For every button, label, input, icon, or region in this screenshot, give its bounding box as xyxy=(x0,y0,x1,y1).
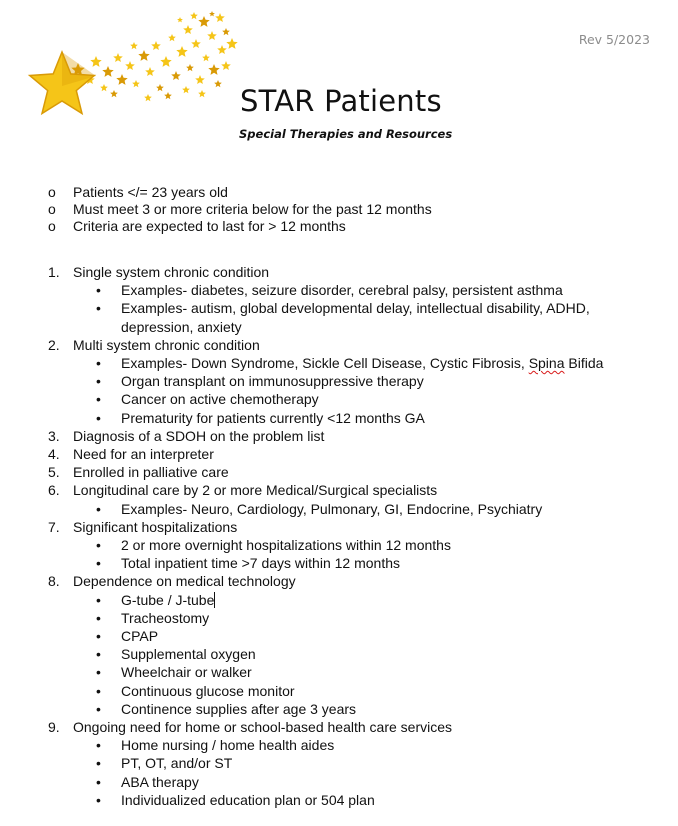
criterion-number: 1. xyxy=(48,264,60,280)
small-star-icon xyxy=(195,75,205,84)
sub-item-text xyxy=(121,754,626,772)
bullet-icon: • xyxy=(96,300,101,317)
small-star-icon xyxy=(164,92,172,99)
small-star-icon xyxy=(176,46,187,57)
small-star-icon xyxy=(171,71,181,80)
sub-item xyxy=(48,500,626,518)
intro-item-text: Patients </= 23 years old xyxy=(73,184,228,200)
sub-item xyxy=(48,591,626,609)
sub-item xyxy=(48,791,626,809)
sub-item-text-part: Continence supplies after age 3 years xyxy=(121,700,357,717)
criterion-text: Single system chronic condition xyxy=(73,264,270,280)
page-title: STAR Patients xyxy=(240,84,442,118)
sub-item-text xyxy=(121,773,626,791)
criterion-item xyxy=(48,463,626,481)
sub-item xyxy=(48,390,626,408)
sub-item-text xyxy=(121,372,626,390)
sub-item-text-part: Prematurity for patients currently <12 months GA xyxy=(121,409,425,426)
criterion-text: Longitudinal care by 2 or more Medical/Surgical specialists xyxy=(73,482,438,499)
page-subtitle: Special Therapies and Resources xyxy=(239,127,453,141)
criterion-number: 3. xyxy=(48,427,60,444)
sub-item-text-part: 2 or more overnight hospitalizations within 12 months xyxy=(121,537,451,554)
sub-item xyxy=(48,627,626,645)
small-star-icon xyxy=(116,74,127,85)
small-star-icon xyxy=(226,38,237,49)
small-star-icon xyxy=(90,56,101,67)
sub-item-text-part: Bifida xyxy=(564,355,604,372)
criterion-item xyxy=(48,427,626,445)
bullet-icon: • xyxy=(96,409,101,426)
small-star-icon xyxy=(145,67,155,76)
small-star-icon xyxy=(138,50,149,61)
sub-item-text-part: Supplemental oxygen xyxy=(121,646,256,663)
criterion-item xyxy=(48,336,626,427)
sub-item-text-part: Wheelchair or walker xyxy=(121,664,252,681)
small-star-icon xyxy=(168,34,176,41)
sub-item-text-part: Examples- autism, global developmental delay, intellectual disability, ADHD, depression, anxiety xyxy=(121,300,590,335)
sub-item-text-part: Organ transplant on immunosuppressive therapy xyxy=(121,373,424,390)
sub-item-text xyxy=(121,554,626,572)
small-star-icon xyxy=(221,61,231,70)
small-star-icon xyxy=(215,13,225,22)
criteria-list xyxy=(48,263,626,809)
sub-item-text-part: Examples- diabetes, seizure disorder, cerebral palsy, persistent asthma xyxy=(121,282,563,299)
sub-item xyxy=(48,409,626,427)
sub-item-text xyxy=(121,354,626,372)
criterion-number: 4. xyxy=(48,446,60,463)
small-star-icon xyxy=(132,80,140,87)
sub-item-text-part: CPAP xyxy=(121,628,159,645)
bullet-icon: • xyxy=(96,391,101,408)
small-star-icon xyxy=(208,64,219,75)
small-star-icon xyxy=(190,12,198,19)
shooting-star-logo-icon xyxy=(26,10,241,125)
criterion-item xyxy=(48,481,626,517)
circle-bullet-icon: o xyxy=(48,201,56,217)
sub-item xyxy=(48,536,626,554)
small-star-icon xyxy=(214,80,222,87)
bullet-icon: • xyxy=(96,537,101,554)
sub-item-text-part: Home nursing / home health aides xyxy=(121,737,335,754)
sub-item xyxy=(48,663,626,681)
bullet-icon: • xyxy=(96,791,101,808)
sub-item-text xyxy=(121,700,626,718)
bullet-icon: • xyxy=(96,628,101,645)
sub-item xyxy=(48,299,626,335)
sub-item-text xyxy=(121,627,626,645)
small-star-icon xyxy=(198,16,209,27)
bullet-icon: • xyxy=(96,755,101,772)
intro-item-text: Criteria are expected to last for > 12 months xyxy=(73,218,346,234)
criterion-item xyxy=(48,263,626,336)
sub-item-text-part: G-tube / J-tube xyxy=(121,591,215,608)
sub-item-text xyxy=(121,536,626,554)
criterion-item xyxy=(48,518,626,573)
bullet-icon: • xyxy=(96,609,101,626)
bullet-icon: • xyxy=(96,737,101,754)
sub-item-text-part: Examples- Neuro, Cardiology, Pulmonary, GI, Endocrine, Psychiatry xyxy=(121,500,543,517)
sub-item-text-part: Cancer on active chemotherapy xyxy=(121,391,319,408)
circle-bullet-icon: o xyxy=(48,218,56,234)
sub-item-text xyxy=(121,663,626,681)
intro-item xyxy=(48,201,432,218)
small-star-icon xyxy=(207,31,217,40)
sub-item-text-part: Continuous glucose monitor xyxy=(121,682,295,699)
sub-item-text xyxy=(121,591,626,609)
small-star-icon xyxy=(156,84,164,91)
bullet-icon: • xyxy=(96,591,101,608)
small-star-icon xyxy=(186,64,194,71)
sub-item xyxy=(48,773,626,791)
criterion-text: Enrolled in palliative care xyxy=(73,464,229,481)
intro-item-text: Must meet 3 or more criteria below for the past 12 months xyxy=(73,201,432,217)
small-star-icon xyxy=(177,17,183,22)
sub-item xyxy=(48,609,626,627)
criterion-text: Ongoing need for home or school-based health care services xyxy=(73,719,452,736)
sub-item-text-part: Examples- Down Syndrome, Sickle Cell Disease, Cystic Fibrosis, xyxy=(121,355,529,372)
sub-item-text xyxy=(121,500,626,518)
small-star-icon xyxy=(144,94,152,101)
criterion-text: Significant hospitalizations xyxy=(73,518,238,535)
criterion-number: 2. xyxy=(48,336,60,353)
criterion-number: 6. xyxy=(48,482,60,499)
bullet-icon: • xyxy=(96,555,101,572)
sub-item-text-part: Total inpatient time >7 days within 12 months xyxy=(121,555,400,572)
small-star-icon xyxy=(198,90,206,97)
sub-item xyxy=(48,682,626,700)
small-star-icon xyxy=(191,39,201,48)
bullet-icon: • xyxy=(96,373,101,390)
intro-list xyxy=(48,184,432,235)
bullet-icon: • xyxy=(96,700,101,717)
small-star-icon xyxy=(202,54,210,61)
small-star-icon xyxy=(151,41,161,50)
bullet-icon: • xyxy=(96,646,101,663)
criterion-number: 7. xyxy=(48,518,60,535)
bullet-icon: • xyxy=(96,500,101,517)
criterion-text: Need for an interpreter xyxy=(73,446,214,463)
sub-item-text xyxy=(121,299,626,335)
circle-bullet-icon: o xyxy=(48,184,56,200)
sub-item-text xyxy=(121,409,626,427)
sub-item-text xyxy=(121,390,626,408)
criterion-item xyxy=(48,445,626,463)
sub-item-text xyxy=(121,281,626,299)
spelling-flag-word: Spina xyxy=(528,355,565,372)
bullet-icon: • xyxy=(96,355,101,372)
revision-label: Rev 5/2023 xyxy=(578,32,650,47)
intro-item xyxy=(48,184,432,201)
sub-item xyxy=(48,754,626,772)
bullet-icon: • xyxy=(96,664,101,681)
sub-item-text xyxy=(121,791,626,809)
small-star-icon xyxy=(113,53,123,62)
small-star-icon xyxy=(183,25,193,34)
small-star-icon xyxy=(102,66,113,77)
criterion-text: Multi system chronic condition xyxy=(73,336,260,353)
sub-item xyxy=(48,281,626,299)
bullet-icon: • xyxy=(96,682,101,699)
small-star-icon xyxy=(100,84,108,91)
sub-item-text-part: Tracheostomy xyxy=(121,609,210,626)
small-star-icon xyxy=(110,90,118,97)
criterion-item xyxy=(48,572,626,718)
sub-item-text xyxy=(121,609,626,627)
sub-item-text-part: PT, OT, and/or ST xyxy=(121,755,233,772)
sub-item-text xyxy=(121,736,626,754)
small-star-icon xyxy=(125,61,135,70)
small-star-icon xyxy=(209,11,215,16)
criterion-item xyxy=(48,718,626,809)
sub-item xyxy=(48,645,626,663)
intro-item xyxy=(48,218,432,235)
small-star-icon xyxy=(130,42,138,49)
criterion-text: Dependence on medical technology xyxy=(73,573,296,590)
criterion-text: Diagnosis of a SDOH on the problem list xyxy=(73,427,325,444)
sub-item xyxy=(48,700,626,718)
sub-item xyxy=(48,372,626,390)
sub-item xyxy=(48,554,626,572)
criterion-number: 9. xyxy=(48,719,60,736)
bullet-icon: • xyxy=(96,282,101,299)
small-star-icon xyxy=(222,28,230,35)
sub-item-text xyxy=(121,682,626,700)
small-star-icon xyxy=(160,56,171,67)
sub-item-text-part: Individualized education plan or 504 plan xyxy=(121,791,375,808)
sub-item-text-part: ABA therapy xyxy=(121,773,199,790)
criterion-number: 5. xyxy=(48,464,60,481)
small-star-icon xyxy=(182,86,190,93)
sub-item xyxy=(48,354,626,372)
sub-item-text xyxy=(121,645,626,663)
bullet-icon: • xyxy=(96,773,101,790)
sub-item xyxy=(48,736,626,754)
criterion-number: 8. xyxy=(48,573,60,590)
small-star-icon xyxy=(217,45,227,54)
